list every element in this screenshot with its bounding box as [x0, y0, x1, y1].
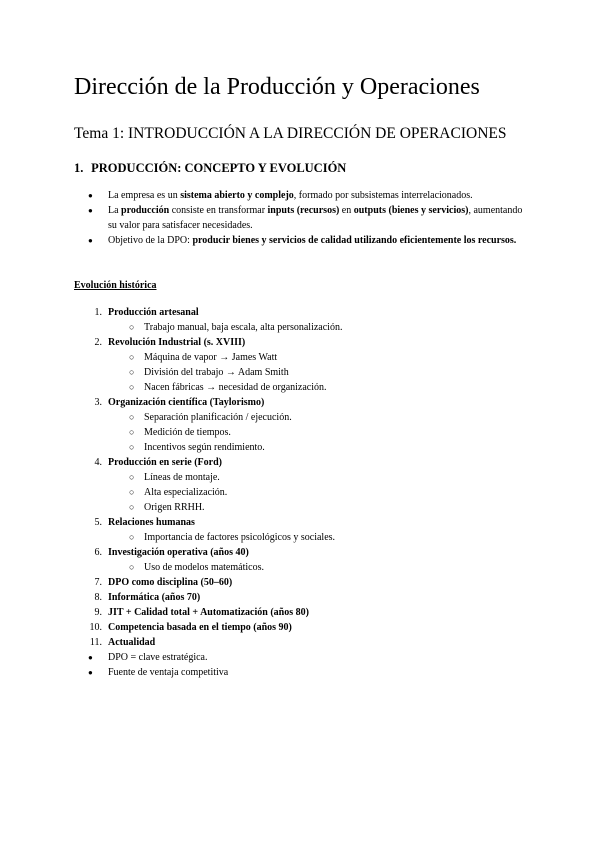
history-sublist — [108, 320, 528, 335]
history-item-number: 4. — [94, 457, 102, 468]
history-bullet-text: DPO = clave estratégica. — [108, 652, 208, 663]
history-item — [88, 605, 528, 620]
history-subitem: ○ Origen RRHH. — [108, 500, 528, 515]
history-subitem: ○ Trabajo manual, baja escala, alta personalización. — [108, 320, 528, 335]
history-item-label: JIT + Calidad total + Automatización (años 80) — [108, 607, 309, 618]
intro-bullet-2 — [88, 203, 528, 233]
history-item-label: Competencia basada en el tiempo (años 90) — [108, 622, 292, 633]
history-subitem: ○ Uso de modelos matemáticos. — [108, 560, 528, 575]
history-item-number: 5. — [94, 517, 102, 528]
intro-3-bold-1: producir bienes y servicios de calidad utilizando eficientemente los recursos. — [192, 235, 517, 246]
history-item-label: Organización científica (Taylorismo) — [108, 397, 265, 408]
intro-list — [88, 188, 528, 248]
history-item — [88, 635, 528, 650]
intro-bullet-3 — [88, 233, 528, 248]
history-item — [88, 545, 528, 575]
intro-2-bold-1: producción — [121, 205, 170, 216]
intro-2-text-2: consiste en transformar — [169, 205, 268, 216]
history-sublist — [108, 350, 528, 395]
intro-3-text-1: Objetivo de la DPO: — [108, 235, 193, 246]
history-item-label: Actualidad — [108, 637, 156, 648]
history-item-number: 7. — [94, 577, 102, 588]
history-item-number: 6. — [94, 547, 102, 558]
history-subitem: ○ Máquina de vapor → James Watt — [108, 350, 528, 365]
history-sublist — [108, 560, 528, 575]
intro-1-text-1: La empresa es un — [108, 190, 181, 201]
history-sublist — [108, 530, 528, 545]
history-item-label: Producción artesanal — [108, 307, 199, 318]
intro-1-bold-1: sistema abierto y complejo — [180, 190, 294, 201]
history-sublist — [108, 410, 528, 455]
history-bullet — [88, 665, 528, 680]
history-item-label: Investigación operativa (años 40) — [108, 547, 249, 558]
history-item-label: DPO como disciplina (50–60) — [108, 577, 233, 588]
history-item — [88, 515, 528, 545]
history-item — [88, 575, 528, 590]
history-item-label: Revolución Industrial (s. XVIII) — [108, 337, 246, 348]
document-title: Dirección de la Producción y Operaciones — [74, 74, 480, 100]
history-item-number: 1. — [94, 307, 102, 318]
history-subitem: ○ Medición de tiempos. — [108, 425, 528, 440]
topic-subtitle: Tema 1: INTRODUCCIÓN A LA DIRECCIÓN DE OPERACIONES — [74, 125, 507, 142]
intro-2-text-1: La — [108, 205, 122, 216]
history-item — [88, 305, 528, 335]
intro-2-text-3: en — [339, 205, 354, 216]
history-item-number: 3. — [94, 397, 102, 408]
history-item — [88, 590, 528, 605]
intro-1-text-2: , formado por subsistemas interrelacionados. — [293, 190, 473, 201]
history-subitem: ○ Importancia de factores psicológicos y sociales. — [108, 530, 528, 545]
intro-bullet-1 — [88, 188, 528, 203]
history-bullet — [88, 650, 528, 665]
history-item-number: 9. — [94, 607, 102, 618]
history-item — [88, 620, 528, 635]
history-subitem: ○ Líneas de montaje. — [108, 470, 528, 485]
history-sublist — [108, 470, 528, 515]
intro-2-bold-2: inputs (recursos) — [267, 205, 340, 216]
intro-2-bold-3: outputs (bienes y servicios) — [353, 205, 469, 216]
history-subitem: ○ Alta especialización. — [108, 485, 528, 500]
history-item-number: 2. — [94, 337, 102, 348]
history-item — [88, 395, 528, 455]
history-item — [88, 335, 528, 395]
history-item-label: Producción en serie (Ford) — [108, 457, 222, 468]
history-heading: Evolución histórica — [74, 280, 157, 291]
history-bullet-text: Fuente de ventaja competitiva — [108, 667, 229, 678]
history-subitem: ○ Nacen fábricas → necesidad de organización. — [108, 380, 528, 395]
history-item-number: 11. — [89, 637, 102, 648]
history-item-number: 8. — [94, 592, 102, 603]
history-subitem: ○ División del trabajo → Adam Smith — [108, 365, 528, 380]
section-title: PRODUCCIÓN: CONCEPTO Y EVOLUCIÓN — [91, 161, 347, 175]
section-heading — [74, 160, 346, 176]
history-item-number: 10. — [89, 622, 102, 633]
history-subitem: ○ Incentivos según rendimiento. — [108, 440, 528, 455]
history-item-label: Relaciones humanas — [108, 517, 195, 528]
history-subitem: ○ Separación planificación / ejecución. — [108, 410, 528, 425]
history-list — [88, 305, 528, 680]
section-number: 1. — [74, 161, 84, 175]
history-item-label: Informática (años 70) — [108, 592, 201, 603]
bullet-dot-icon: ● — [88, 668, 93, 677]
bullet-dot-icon: ● — [88, 653, 93, 662]
history-item — [88, 455, 528, 515]
intro-2-text-4: , aumentando su valor para satisfacer necesidades. — [108, 205, 523, 231]
